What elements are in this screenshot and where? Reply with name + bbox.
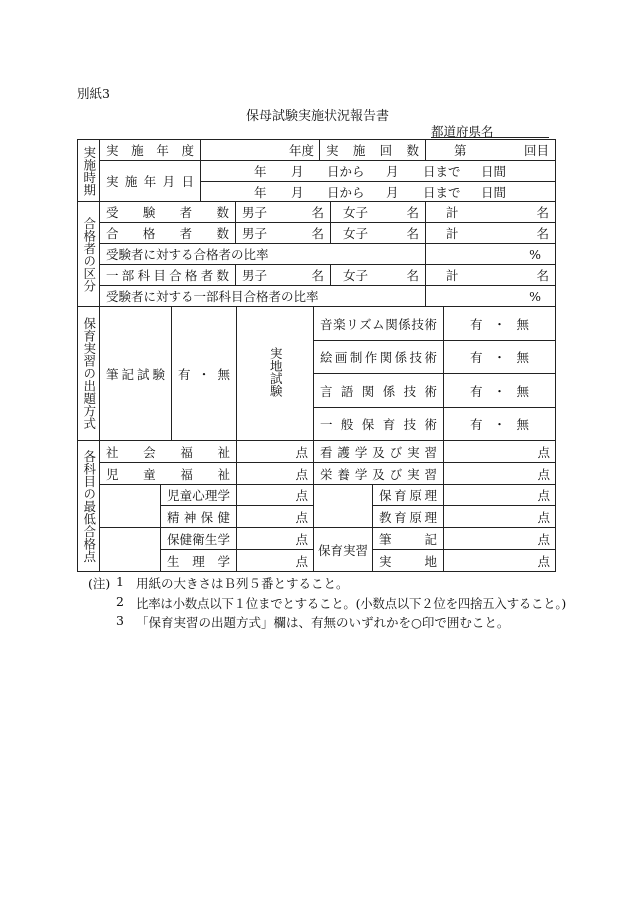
- score-group-c: [313, 484, 373, 528]
- subject-language: 言語関係技術: [313, 373, 444, 408]
- examinees-female[interactable]: 女子 名: [330, 201, 426, 223]
- date-label: 実施年月日: [99, 160, 201, 202]
- score-group-b: [99, 527, 161, 572]
- score-hygiene[interactable]: 点: [236, 527, 314, 550]
- score-label-child-welfare: 児童福祉: [99, 462, 237, 485]
- score-label-nursing: 看護学及び実習: [313, 440, 444, 463]
- score-child-welfare[interactable]: 点: [236, 462, 314, 485]
- score-label-hygiene: 保健衛生学: [160, 527, 237, 550]
- score-label-practice: 保育実習: [313, 527, 373, 572]
- prefecture-field[interactable]: 都道府県名: [431, 122, 549, 138]
- subject-music: 音楽リズム関係技術: [313, 306, 444, 341]
- score-label-physiology: 生理学: [160, 549, 237, 572]
- language-yes-no[interactable]: 有 ・ 無: [443, 373, 556, 408]
- note-number: 2: [116, 594, 124, 609]
- annex-label: 別紙3: [77, 86, 110, 101]
- passers-total[interactable]: 計 名: [425, 222, 556, 244]
- subject-general: 一般保育技術: [313, 407, 444, 441]
- score-childcare-principles[interactable]: 点: [443, 484, 556, 506]
- score-label-practice-practical: 実地: [372, 549, 444, 572]
- year-label: 実施年度: [99, 139, 201, 161]
- score-label-nutrition: 栄養学及び実習: [313, 462, 444, 485]
- score-label-education-principles: 教育原理: [372, 505, 444, 528]
- section-practice-label: 保育実習の出題方式: [77, 306, 100, 441]
- music-yes-no[interactable]: 有 ・ 無: [443, 306, 556, 341]
- score-social-welfare[interactable]: 点: [236, 440, 314, 463]
- section-minimum-label: 各科目の最低合格点: [77, 440, 100, 572]
- notes-prefix: (注): [88, 576, 111, 591]
- pass-ratio-label: 受験者に対する合格者の比率: [99, 243, 426, 265]
- partial-ratio-label: 受験者に対する一部科目合格者の比率: [99, 285, 426, 307]
- score-label-mental-health: 精神保健: [160, 505, 237, 528]
- score-group-a: [99, 484, 161, 528]
- score-label-social-welfare: 社会福祉: [99, 440, 237, 463]
- written-exam-label: 筆記試験: [99, 306, 172, 441]
- subject-drawing: 絵画制作関係技術: [313, 340, 444, 374]
- practical-exam-label: 実地試験: [236, 306, 314, 441]
- date-field-2[interactable]: 年 月 日から 月 日まで 日間: [200, 181, 556, 202]
- date-field-1[interactable]: 年 月 日から 月 日まで 日間: [200, 160, 556, 182]
- score-label-childcare-principles: 保育原理: [372, 484, 444, 506]
- pass-ratio-field[interactable]: %: [425, 243, 556, 265]
- note-text: 用紙の大きさはＢ列５番とすること。: [136, 576, 349, 591]
- score-label-child-psychology: 児童心理学: [160, 484, 237, 506]
- partial-female[interactable]: 女子 名: [330, 264, 426, 286]
- partial-label: 一部科目合格者数: [99, 264, 236, 286]
- partial-ratio-field[interactable]: %: [425, 285, 556, 307]
- partial-male[interactable]: 男子 名: [235, 264, 331, 286]
- score-nutrition[interactable]: 点: [443, 462, 556, 485]
- examinees-total[interactable]: 計 名: [425, 201, 556, 223]
- passers-label: 合格者数: [99, 222, 236, 244]
- score-nursing[interactable]: 点: [443, 440, 556, 463]
- year-field[interactable]: 年度: [200, 139, 320, 161]
- note-text: 「保育実習の出題方式」欄は、有無のいずれかを○印で囲むこと。: [136, 615, 510, 630]
- note-text: 比率は小数点以下１位までとすること。(小数点以下２位を四捨五入すること。): [136, 596, 566, 611]
- count-field[interactable]: 第 回目: [425, 139, 556, 161]
- score-practice-practical[interactable]: 点: [443, 549, 556, 572]
- passers-female[interactable]: 女子 名: [330, 222, 426, 244]
- score-mental-health[interactable]: 点: [236, 505, 314, 528]
- drawing-yes-no[interactable]: 有 ・ 無: [443, 340, 556, 374]
- note-number: 3: [116, 613, 124, 628]
- score-physiology[interactable]: 点: [236, 549, 314, 572]
- section-period-label: 実施時期: [77, 139, 100, 202]
- examinees-label: 受験者数: [99, 201, 236, 223]
- partial-total[interactable]: 計 名: [425, 264, 556, 286]
- score-child-psychology[interactable]: 点: [236, 484, 314, 506]
- score-label-practice-written: 筆記: [372, 527, 444, 550]
- note-number: 1: [116, 574, 124, 589]
- page-title: 保母試験実施状況報告書: [246, 109, 390, 124]
- score-education-principles[interactable]: 点: [443, 505, 556, 528]
- examinees-male[interactable]: 男子 名: [235, 201, 331, 223]
- general-yes-no[interactable]: 有 ・ 無: [443, 407, 556, 441]
- passers-male[interactable]: 男子 名: [235, 222, 331, 244]
- section-passers-label: 合格者の区分: [77, 201, 100, 307]
- count-label: 実施回数: [319, 139, 426, 161]
- written-exam-yes-no[interactable]: 有 ・ 無: [171, 306, 237, 441]
- score-practice-written[interactable]: 点: [443, 527, 556, 550]
